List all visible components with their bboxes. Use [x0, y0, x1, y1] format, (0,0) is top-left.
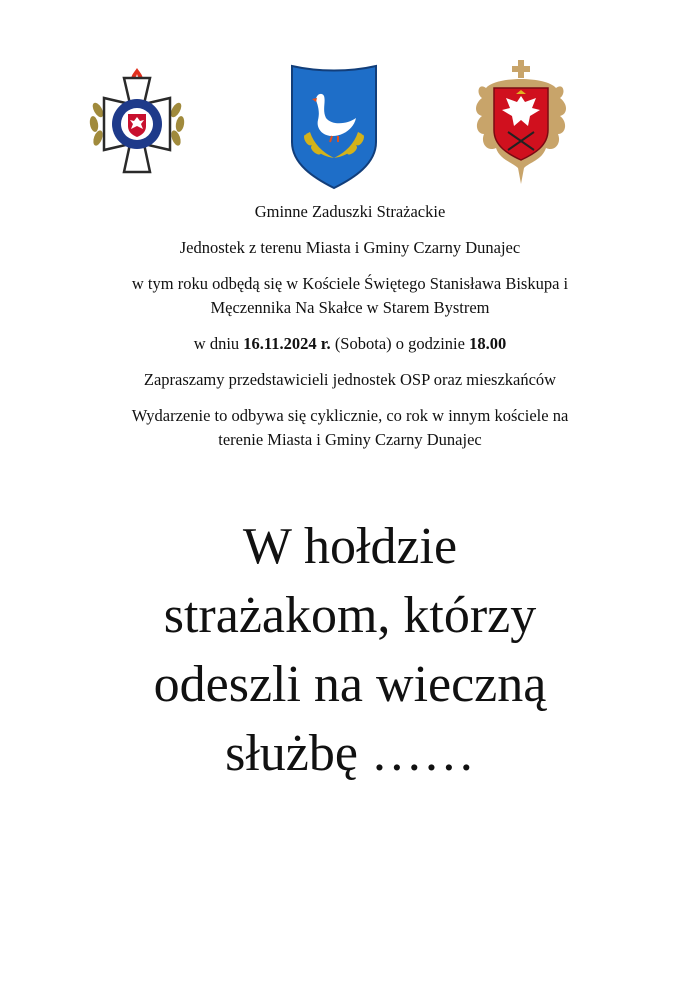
event-title: Gminne Zaduszki Strażackie [254, 202, 446, 221]
event-info [60, 200, 640, 452]
invitation-line: Zapraszamy przedstawicieli jednostek OSP oraz mieszkańców [143, 370, 557, 389]
tribute-line-4: służbę …… [225, 725, 475, 782]
osp-fire-brigade-emblem-icon [84, 66, 190, 178]
swan-coat-of-arms-icon [288, 62, 380, 190]
tribute-line-3: odeszli na wieczną [153, 656, 547, 713]
event-location-line-1: w tym roku odbędą się w Kościele Świętego Stanisława Biskupa i [131, 274, 569, 293]
tribute-line-2: strażakom, którzy [163, 587, 537, 644]
tribute-line-1: W hołdzie [242, 518, 458, 575]
date-middle: (Sobota) o godzinie [330, 334, 470, 353]
event-note-line-1: Wydarzenie to odbywa się cyklicznie, co rok w innym kościele na [131, 406, 569, 425]
event-units-line: Jednostek z terenu Miasta i Gminy Czarny Dunajec [179, 238, 521, 257]
tribute-text [40, 512, 660, 788]
eagle-coat-of-arms-icon [472, 58, 570, 186]
event-date: 16.11.2024 r. [243, 334, 331, 353]
logos-row [0, 56, 700, 188]
date-prefix: w dniu [193, 334, 244, 353]
event-location-line-2: Męczennika Na Skałce w Starem Bystrem [210, 298, 490, 317]
event-date-line [60, 332, 640, 356]
event-time: 18.00 [469, 334, 507, 353]
event-note-line-2: terenie Miasta i Gminy Czarny Dunajec [218, 430, 482, 449]
